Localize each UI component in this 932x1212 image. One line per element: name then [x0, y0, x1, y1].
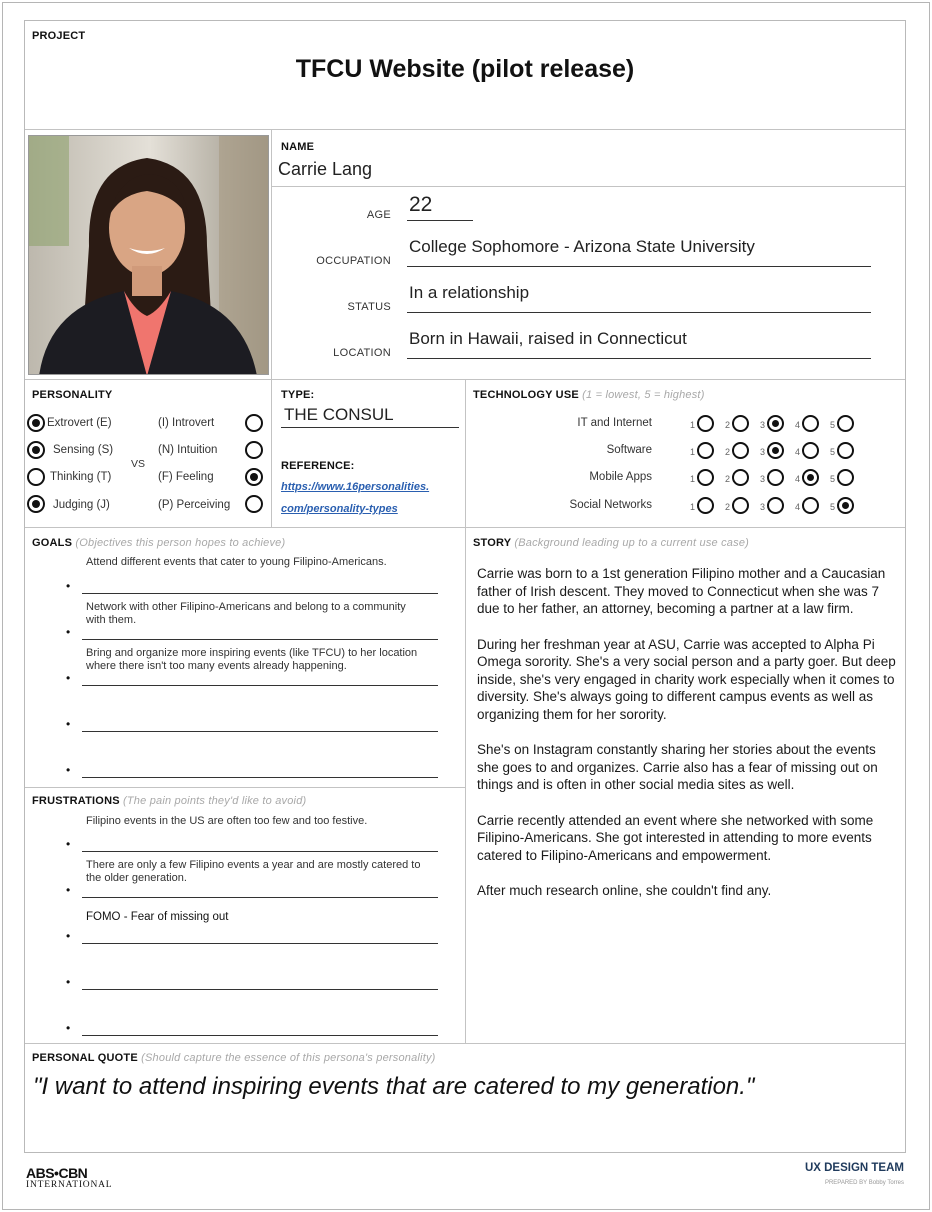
- persona-photo: [28, 135, 269, 375]
- tech-scale-number: 3: [760, 420, 766, 430]
- goal-line-4: [82, 731, 438, 732]
- tech-item-label: IT and Internet: [577, 417, 652, 429]
- tech-scale-number: 4: [795, 447, 801, 457]
- story-paragraph-3: She's on Instagram constantly sharing her stories about the events she goes to and organizes. Carrie also has a fear of missing out on things and is often in other social media sites as well.: [477, 742, 878, 792]
- reference-link-line2[interactable]: com/personality-types: [281, 503, 398, 515]
- judging-radio[interactable]: [27, 495, 45, 513]
- tech-rating-radio[interactable]: [802, 469, 819, 486]
- tech-rating-radio[interactable]: [732, 497, 749, 514]
- trait-sensing: Sensing (S): [53, 444, 114, 456]
- tech-rating-radio[interactable]: [767, 415, 784, 432]
- story-hint: (Background leading up to a current use case): [514, 537, 749, 549]
- trait-intuition: (N) Intuition: [158, 444, 218, 456]
- trait-thinking: Thinking (T): [50, 471, 112, 483]
- frustration-bullet-1: •: [66, 837, 71, 851]
- frustration-item-3: FOMO - Fear of missing out: [86, 911, 229, 923]
- tech-scale-number: 1: [690, 420, 696, 430]
- story-paragraph-2: During her freshman year at ASU, Carrie was accepted to Alpha Pi Omega sorority. She's a very social person and a party goer. But deep inside, she's very engaged in charity work especially when it comes to diversity. She's always going to different campus events as well as organizing them for her sorority.: [477, 636, 896, 722]
- technology-title: TECHNOLOGY USE: [473, 389, 579, 401]
- frustration-line-2: [82, 897, 438, 898]
- reference-label: REFERENCE:: [281, 460, 355, 472]
- tech-scale-number: 4: [795, 474, 801, 484]
- status-value: In a relationship: [409, 283, 530, 302]
- quote-hint: (Should capture the essence of this persona's personality): [141, 1052, 436, 1064]
- goals-label: [32, 537, 285, 549]
- tech-rating-radio[interactable]: [802, 497, 819, 514]
- project-label: PROJECT: [32, 30, 86, 42]
- tech-scale-number: 5: [830, 420, 836, 430]
- extrovert-radio[interactable]: [27, 414, 45, 432]
- tech-scale-number: 2: [725, 420, 731, 430]
- tech-scale-number: 1: [690, 447, 696, 457]
- tech-rating-radio[interactable]: [802, 442, 819, 459]
- age-label: AGE: [366, 209, 391, 221]
- frustration-line-1: [82, 851, 438, 852]
- story-paragraph-5: After much research online, she couldn't find any.: [477, 883, 772, 898]
- quote-label: [32, 1052, 436, 1064]
- tech-rating-radio[interactable]: [837, 415, 854, 432]
- name-label: NAME: [281, 141, 315, 153]
- tech-rating-radio[interactable]: [802, 415, 819, 432]
- tech-rating-radio[interactable]: [697, 442, 714, 459]
- frustrations-hint: (The pain points they'd like to avoid): [123, 795, 307, 807]
- tech-scale-number: 4: [795, 420, 801, 430]
- location-value: Born in Hawaii, raised in Connecticut: [409, 329, 687, 348]
- sensing-radio[interactable]: [27, 441, 45, 459]
- goal-line-2: [82, 639, 438, 640]
- tech-rating-radio[interactable]: [697, 415, 714, 432]
- type-label: TYPE:: [281, 389, 315, 401]
- introvert-radio[interactable]: [245, 414, 263, 432]
- goal-bullet-3: •: [66, 671, 71, 685]
- tech-rating-radio[interactable]: [837, 497, 854, 514]
- story-label: [473, 537, 749, 549]
- goal-bullet-1: •: [66, 579, 71, 593]
- frustration-bullet-2: •: [66, 883, 71, 897]
- goal-item-2: Network with other Filipino-Americans and belong to a community with them.: [86, 601, 406, 626]
- trait-perceiving: (P) Perceiving: [158, 499, 231, 511]
- tech-scale-number: 3: [760, 447, 766, 457]
- personality-label: PERSONALITY: [32, 389, 113, 401]
- trait-introvert: (I) Introvert: [158, 417, 215, 429]
- tech-scale-number: 2: [725, 474, 731, 484]
- tech-rating-radio[interactable]: [697, 497, 714, 514]
- personal-quote: "I want to attend inspiring events that are catered to my generation.": [33, 1073, 755, 1100]
- trait-extrovert: Extrovert (E): [47, 417, 112, 429]
- frustrations-label: [32, 795, 306, 807]
- occupation-value: College Sophomore - Arizona State University: [409, 237, 755, 256]
- trait-judging: Judging (J): [53, 499, 110, 511]
- credit-line: PREPARED BY Bobby Torres: [824, 1180, 904, 1186]
- tech-item-label: Mobile Apps: [589, 471, 652, 483]
- tech-scale-number: 1: [690, 474, 696, 484]
- story-text: [477, 565, 899, 918]
- tech-scale-number: 3: [760, 502, 766, 512]
- goal-line-3: [82, 685, 438, 686]
- reference-link-line1[interactable]: https://www.16personalities.: [281, 481, 430, 493]
- logo-wordmark: ABS•CBN: [26, 1165, 88, 1181]
- team-name: UX DESIGN TEAM: [804, 1162, 904, 1174]
- technology-label: [473, 389, 705, 401]
- company-logo: [26, 1166, 112, 1191]
- goal-item-1: Attend different events that cater to young Filipino-Americans.: [86, 556, 387, 568]
- tech-item-label: Social Networks: [569, 499, 652, 511]
- goal-line-1: [82, 593, 438, 594]
- frustration-line-4: [82, 989, 438, 990]
- perceiving-radio[interactable]: [245, 495, 263, 513]
- technology-hint: (1 = lowest, 5 = highest): [582, 389, 705, 401]
- thinking-radio[interactable]: [27, 468, 45, 486]
- feeling-radio[interactable]: [245, 468, 263, 486]
- frustration-bullet-3: •: [66, 929, 71, 943]
- goal-bullet-4: •: [66, 717, 71, 731]
- vs-label: VS: [131, 458, 146, 470]
- tech-scale-number: 3: [760, 474, 766, 484]
- status-label: STATUS: [347, 301, 391, 313]
- goals-title: GOALS: [32, 537, 73, 549]
- intuition-radio[interactable]: [245, 441, 263, 459]
- tech-rating-radio[interactable]: [837, 469, 854, 486]
- persona-name: Carrie Lang: [278, 159, 373, 179]
- tech-scale-number: 2: [725, 447, 731, 457]
- goal-line-5: [82, 777, 438, 778]
- goals-hint: (Objectives this person hopes to achieve): [75, 537, 286, 549]
- tech-rating-radio[interactable]: [837, 442, 854, 459]
- trait-feeling: (F) Feeling: [158, 471, 214, 483]
- location-label: LOCATION: [333, 347, 391, 359]
- story-paragraph-4: Carrie recently attended an event where she networked with some Filipino-Americans. She got interested in attending to more events catered to Filipino-Americans and empowerment.: [477, 812, 874, 863]
- tech-scale-number: 4: [795, 502, 801, 512]
- tech-item-label: Software: [606, 444, 652, 456]
- story-paragraph-1: Carrie was born to a 1st generation Filipino mother and a Caucasian father of Irish descent. They moved to Connecticut when she was 7 due to her father, an attorney, becoming a partner at a law firm.: [477, 566, 886, 616]
- tech-scale-number: 1: [690, 502, 696, 512]
- frustration-bullet-5: •: [66, 1021, 71, 1035]
- persona-sheet: [24, 20, 906, 1153]
- age-value: 22: [409, 193, 433, 216]
- portrait-image: [29, 136, 269, 375]
- tech-scale-number: 5: [830, 447, 836, 457]
- goal-bullet-5: •: [66, 763, 71, 777]
- tech-rating-radio[interactable]: [767, 442, 784, 459]
- tech-scale-number: 2: [725, 502, 731, 512]
- type-value: THE CONSUL: [284, 405, 394, 424]
- goal-item-3: Bring and organize more inspiring events (like TFCU) to her location where there isn't too many events already happening.: [86, 647, 418, 672]
- frustration-line-5: [82, 1035, 438, 1036]
- tech-rating-radio[interactable]: [732, 415, 749, 432]
- frustration-line-3: [82, 943, 438, 944]
- project-title: TFCU Website (pilot release): [295, 55, 635, 83]
- tech-scale-number: 5: [830, 474, 836, 484]
- frustration-item-2: There are only a few Filipino events a year and are mostly catered to the older generation.: [86, 859, 421, 884]
- tech-scale-number: 5: [830, 502, 836, 512]
- quote-title: PERSONAL QUOTE: [32, 1052, 138, 1064]
- tech-rating-radio[interactable]: [767, 469, 784, 486]
- tech-rating-radio[interactable]: [732, 442, 749, 459]
- tech-rating-radio[interactable]: [767, 497, 784, 514]
- goal-bullet-2: •: [66, 625, 71, 639]
- occupation-label: OCCUPATION: [316, 255, 391, 267]
- tech-rating-radio[interactable]: [697, 469, 714, 486]
- logo-subtitle: INTERNATIONAL: [26, 1180, 113, 1190]
- tech-rating-radio[interactable]: [732, 469, 749, 486]
- story-title: STORY: [473, 537, 512, 549]
- frustrations-title: FRUSTRATIONS: [32, 795, 120, 807]
- frustration-bullet-4: •: [66, 975, 71, 989]
- frustration-item-1: Filipino events in the US are often too few and too festive.: [86, 815, 368, 827]
